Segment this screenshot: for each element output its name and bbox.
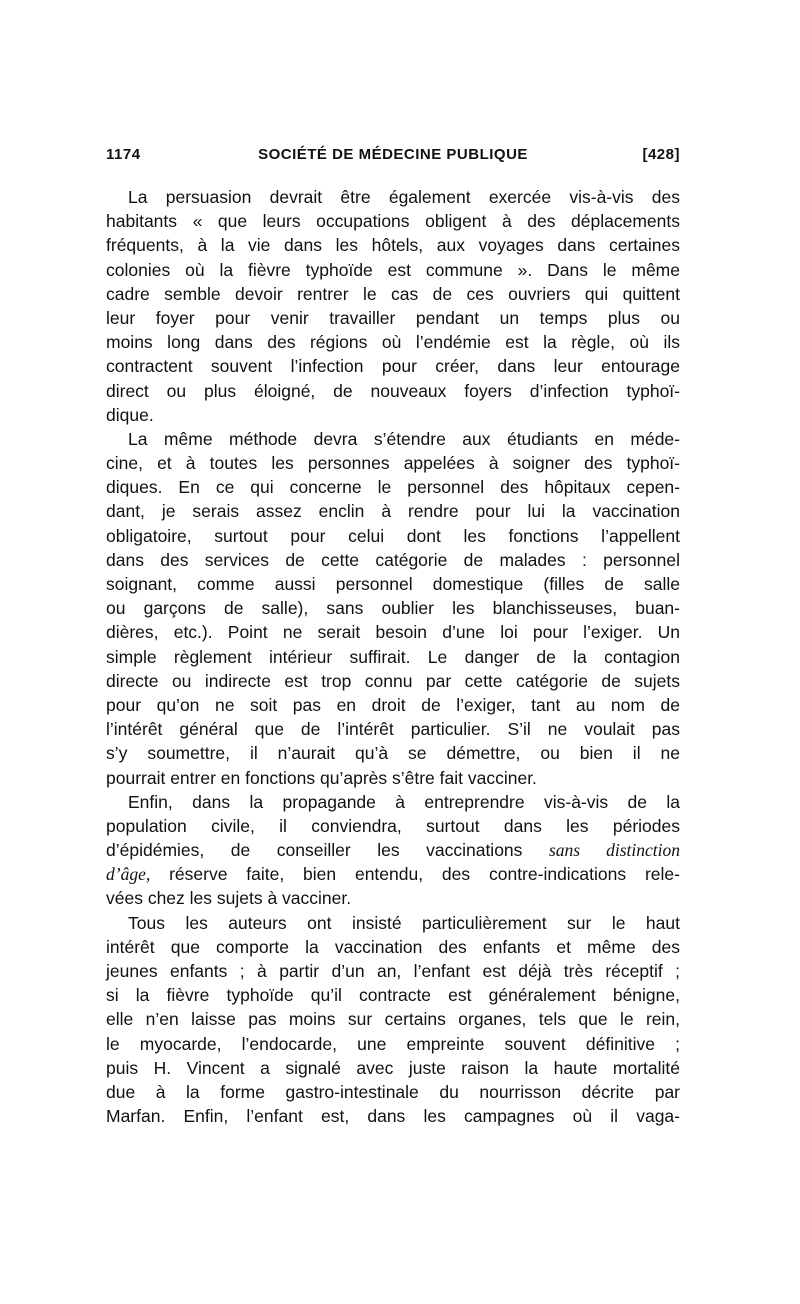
text-line: ou garçons de salle), sans oublier les blanchisseuses, buan- (106, 598, 680, 619)
text-line: cadre semble devoir rentrer le cas de ces ouvriers qui quittent (106, 283, 680, 304)
text-line: fréquents, à la vie dans les hôtels, aux voyages dans certaines (106, 235, 680, 256)
text-line: Marfan. Enfin, l’enfant est, dans les campagnes où il vaga- (106, 1106, 680, 1127)
text-line: moins long dans des régions où l’endémie est la règle, où ils (106, 332, 680, 353)
text-line: vées chez les sujets à vacciner. (106, 888, 352, 909)
text-line: l’intérêt général que de l’intérêt particulier. S’il ne voulait pas (106, 719, 680, 740)
text-line: colonies où la fièvre typhoïde est commune ». Dans le même (106, 259, 680, 280)
text-line: dique. (106, 404, 154, 425)
text-line: due à la forme gastro-intestinale du nourrisson décrite par (106, 1081, 680, 1102)
running-head (106, 146, 680, 168)
text-line: contractent souvent l’infection pour créer, dans leur entourage (106, 356, 680, 377)
text-line: puis H. Vincent a signalé avec juste raison la haute mortalité (106, 1057, 680, 1078)
text-line: La persuasion devrait être également exercée vis-à-vis des (128, 187, 680, 207)
page-reference: [428] (642, 146, 680, 163)
text-line-with-italic (106, 838, 680, 862)
text-line: La même méthode devra s’étendre aux étudiants en méde- (128, 428, 680, 449)
text-line: pourrait entrer en fonctions qu’après s’être fait vacciner. (106, 767, 537, 788)
italic-phrase: d’âge, (106, 864, 151, 885)
text-line: dant, je serais assez enclin à rendre pour lui la vaccination (106, 501, 680, 522)
text-line: si la fièvre typhoïde qu’il contracte est généralement bénigne, (106, 985, 680, 1006)
text-line: Tous les auteurs ont insisté particulièrement sur le haut (128, 912, 680, 933)
text-line: dières, etc.). Point ne serait besoin d’une loi pour l’exiger. Un (106, 622, 680, 643)
text-line: population civile, il conviendra, surtout dans les périodes (106, 815, 680, 836)
text-line: diques. En ce qui concerne le personnel des hôpitaux cepen- (106, 477, 680, 498)
text-line: directe ou indirecte est trop connu par cette catégorie de sujets (106, 670, 680, 691)
text-line-with-italic (106, 862, 680, 886)
text-line: pour qu’on ne soit pas en droit de l’exiger, tant au nom de (106, 694, 680, 715)
text-line: s’y soumettre, il n’aurait qu’à se démettre, ou bien il ne (106, 743, 680, 764)
italic-phrase: sans distinction (548, 840, 680, 861)
running-title: SOCIÉTÉ DE MÉDECINE PUBLIQUE (258, 146, 528, 163)
text-segment: réserve faite, bien entendu, des contre-indications rele- (169, 864, 680, 885)
page-number: 1174 (106, 146, 141, 163)
text-line: intérêt que comporte la vaccination des enfants et même des (106, 936, 680, 957)
body-text (106, 185, 680, 1128)
text-line: jeunes enfants ; à partir d’un an, l’enfant est déjà très réceptif ; (106, 961, 680, 981)
text-line: leur foyer pour venir travailler pendant un temps plus ou (106, 307, 680, 328)
text-line: dans des services de cette catégorie de malades : personnel (106, 549, 680, 570)
text-line: le myocarde, l’endocarde, une empreinte souvent définitive ; (106, 1033, 680, 1054)
text-line: simple règlement intérieur suffirait. Le danger de la contagion (106, 646, 680, 667)
text-segment: d’épidémies, de conseiller les vaccinations (106, 840, 523, 861)
text-line: direct ou plus éloigné, de nouveaux foyers d’infection typhoï- (106, 380, 680, 401)
text-line: habitants « que leurs occupations obligent à des déplacements (106, 211, 680, 232)
text-line: cine, et à toutes les personnes appelées à soigner des typhoï- (106, 453, 680, 474)
text-line: elle n’en laisse pas moins sur certains organes, tels que le rein, (106, 1009, 680, 1030)
text-line: Enfin, dans la propagande à entreprendre vis-à-vis de la (128, 791, 680, 812)
text-line: obligatoire, surtout pour celui dont les fonctions l’appellent (106, 525, 680, 546)
text-line: soignant, comme aussi personnel domestique (filles de salle (106, 574, 680, 594)
